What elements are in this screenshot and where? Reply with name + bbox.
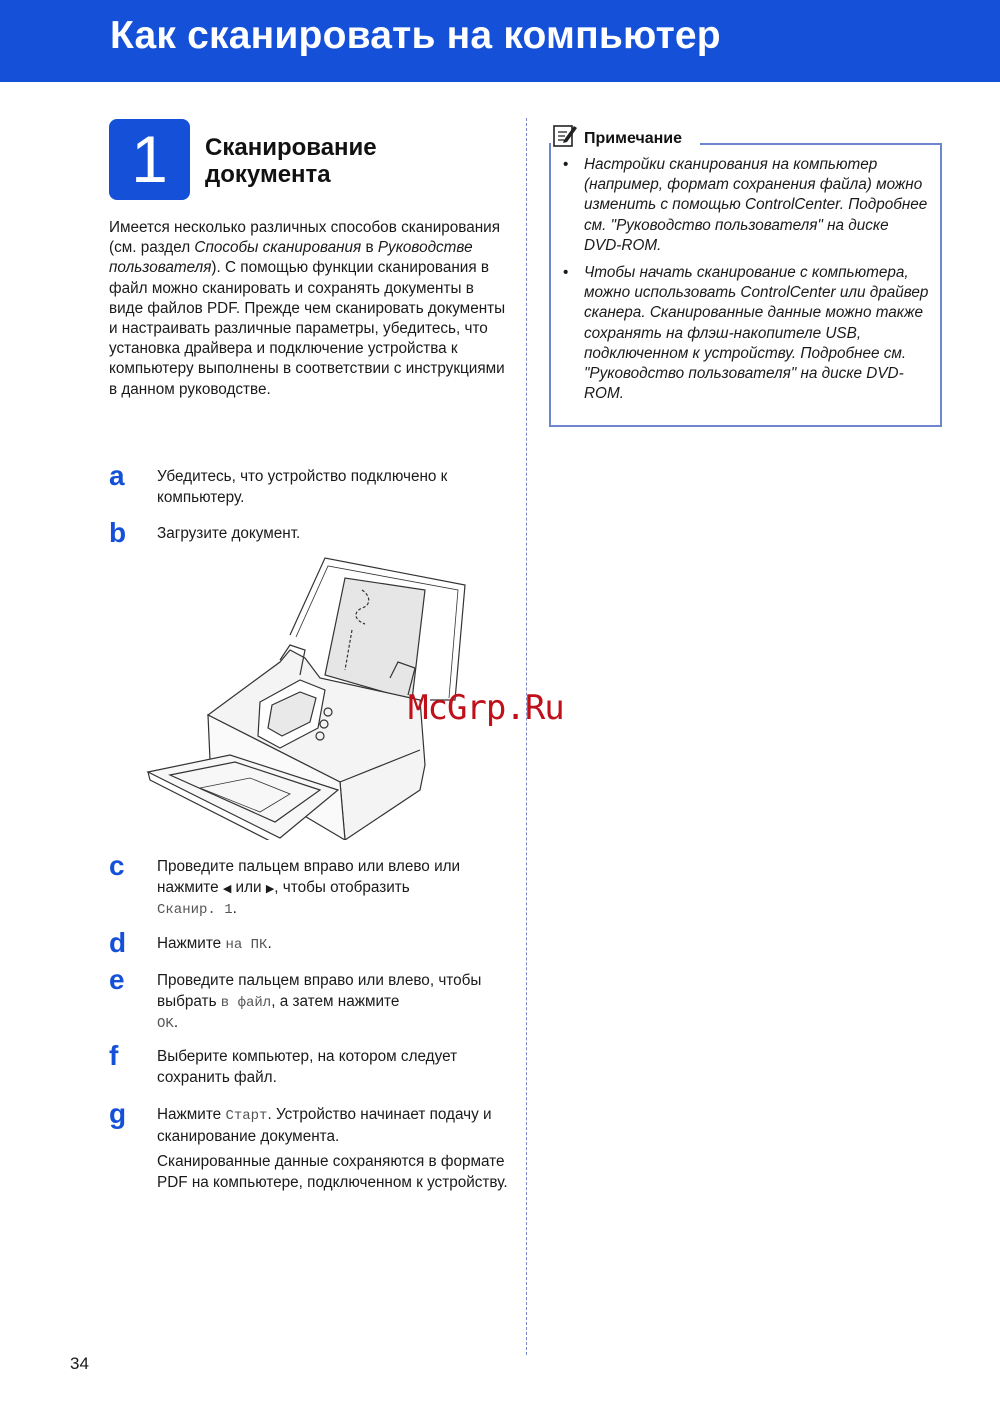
- step-letter-g: g: [109, 1098, 127, 1129]
- step-letter-f: f: [109, 1040, 119, 1071]
- step-number-badge: 1: [109, 119, 190, 200]
- intro-paragraph: Имеется несколько различных способов сканирования (см. раздел Способы сканирования в Руководстве пользователя). С помощью функции сканирования в файл можно сканировать и сохранять документы в виде файлов PDF. Прежде чем сканировать документы и настраивать различные параметры, убедитесь, что установка драйвера и подключение устройства к компьютеру выполнены в соответствии с инструкциями в данном руководстве.: [109, 219, 506, 398]
- step-e-text: Проведите пальцем вправо или влево, чтобы выбрать в файл, а затем нажмите OK.: [157, 972, 482, 1032]
- step-title: Сканирование документа: [205, 134, 377, 188]
- step-letter-a: a: [109, 460, 125, 491]
- step-letter-b: b: [109, 517, 127, 548]
- note-title: Примечание: [584, 130, 683, 147]
- note-item: • Чтобы начать сканирование с компьютера, можно использовать ControlCenter или драйвер сканера. Сканированные данные можно также сохранять на флэш-накопителе USB, подключенном к устройству. Подробнее см. "Руководство пользователя" на диске DVD-ROM.: [563, 264, 929, 403]
- page-header: [0, 0, 1000, 82]
- step-c-text: Проведите пальцем вправо или влево или нажмите ◀ или ▶, чтобы отобразить Сканир. 1.: [157, 858, 461, 918]
- note-pencil-icon: [552, 122, 578, 148]
- note-list: [560, 155, 930, 411]
- left-arrow-icon: ◀: [222, 882, 232, 895]
- step-g-text: Нажмите Старт. Устройство начинает подачу и сканирование документа.: [157, 1106, 492, 1145]
- step-letter-d: d: [109, 927, 127, 958]
- step-letter-e: e: [109, 964, 125, 995]
- step-g-result-text: Сканированные данные сохраняются в формате PDF на компьютере, подключенном к устройству.: [157, 1153, 508, 1191]
- page-number: 34: [70, 1354, 89, 1373]
- right-arrow-icon: ▶: [265, 882, 275, 895]
- step-b-text: Загрузите документ.: [157, 525, 301, 542]
- step-letter-c: c: [109, 850, 125, 881]
- note-item: • Настройки сканирования на компьютер (например, формат сохранения файла) можно изменить с помощью ControlCenter. Подробнее см. "Руководство пользователя" на диске DVD-ROM.: [563, 156, 928, 254]
- step-d-text: Нажмите на ПК.: [157, 935, 272, 953]
- step-a-text: Убедитесь, что устройство подключено к компьютеру.: [157, 468, 448, 506]
- step-f-text: Выберите компьютер, на котором следует сохранить файл.: [157, 1048, 458, 1086]
- watermark: McGrp.Ru: [408, 688, 564, 728]
- page-title: Как сканировать на компьютер: [110, 14, 721, 57]
- note-box-top-border: [700, 143, 942, 145]
- column-divider: [526, 118, 527, 1355]
